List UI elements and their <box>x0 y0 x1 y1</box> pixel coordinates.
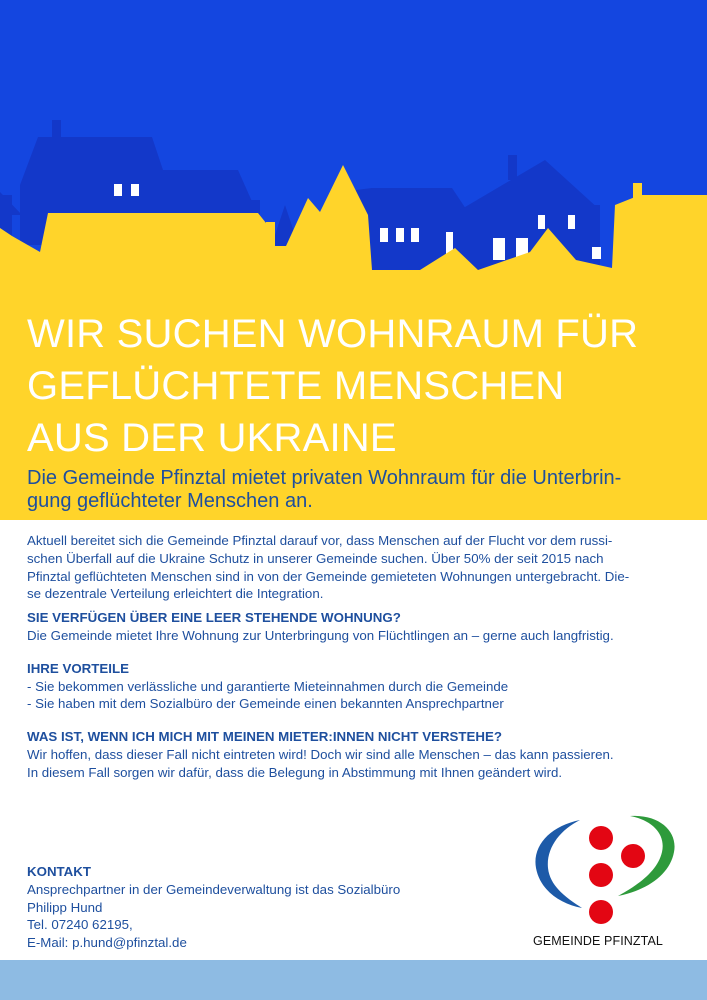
contact-email: E-Mail: p.hund@pfinztal.de <box>27 935 187 951</box>
logo-text: GEMEINDE PFINZTAL <box>533 934 663 948</box>
intro-line: se dezentrale Verteilung erleichtert die Integration. <box>27 586 324 602</box>
section-text-apartment: Die Gemeinde mietet Ihre Wohnung zur Unterbringung von Flüchtlingen an – gerne auch langfristig. <box>27 627 614 643</box>
section-heading-tenants: WAS IST, WENN ICH MICH MIT MEINEN MIETER:INNEN NICHT VERSTEHE? <box>27 729 502 745</box>
subheadline <box>27 467 677 513</box>
intro-line: schen Überfall auf die Ukraine Schutz in unserer Gemeinde suchen. Über 50% der seit 2015 nach <box>27 550 604 566</box>
footer-bar <box>0 960 707 1000</box>
contact-block <box>27 863 400 952</box>
contact-heading: KONTAKT <box>27 864 92 879</box>
subheadline-line: gung geflüchteter Menschen an. <box>27 490 313 512</box>
logo-blue-arc <box>535 820 582 908</box>
contact-name: Philipp Hund <box>27 899 103 915</box>
benefit-item: - Sie bekommen verlässliche und garantierte Mieteinnahmen durch die Gemeinde <box>27 678 509 694</box>
section-heading-benefits: IHRE VORTEILE <box>27 660 129 676</box>
intro-line: Aktuell bereitet sich die Gemeinde Pfinztal darauf vor, dass Menschen auf der Flucht vor dem russi- <box>27 533 613 548</box>
logo-dot <box>589 900 613 924</box>
intro-line: Pfinztal geflüchteten Menschen sind in von der Gemeinde gemieteten Wohnungen untergebracht. Die- <box>27 568 630 584</box>
section-text-tenants: Wir hoffen, dass dieser Fall nicht eintreten wird! Doch wir sind alle Menschen – das kann passieren. <box>27 746 614 762</box>
headline <box>27 308 638 464</box>
intro-paragraph <box>27 532 682 603</box>
contact-line: Ansprechpartner in der Gemeindeverwaltung ist das Sozialbüro <box>27 881 401 897</box>
logo-dot <box>589 863 613 887</box>
subheadline-line: Die Gemeinde Pfinztal mietet privaten Wohnraum für die Unterbrin- <box>27 467 622 489</box>
logo-dot <box>621 844 645 868</box>
logo-dot <box>589 826 613 850</box>
headline-line: GEFLÜCHTETE MENSCHEN <box>27 364 565 408</box>
contact-phone: Tel. 07240 62195, <box>27 917 133 933</box>
gemeinde-pfinztal-logo <box>530 808 680 952</box>
headline-line: WIR SUCHEN WOHNRAUM FÜR <box>27 312 639 356</box>
section-text-tenants: In diesem Fall sorgen wir dafür, dass die Belegung in Abstimmung mit Ihnen geändert wird. <box>27 764 563 780</box>
headline-line: AUS DER UKRAINE <box>27 416 397 460</box>
body-text <box>27 532 682 782</box>
benefit-item: - Sie haben mit dem Sozialbüro der Gemeinde einen bekannten Ansprechpartner <box>27 696 504 712</box>
section-heading-apartment: SIE VERFÜGEN ÜBER EINE LEER STEHENDE WOHNUNG? <box>27 610 401 626</box>
